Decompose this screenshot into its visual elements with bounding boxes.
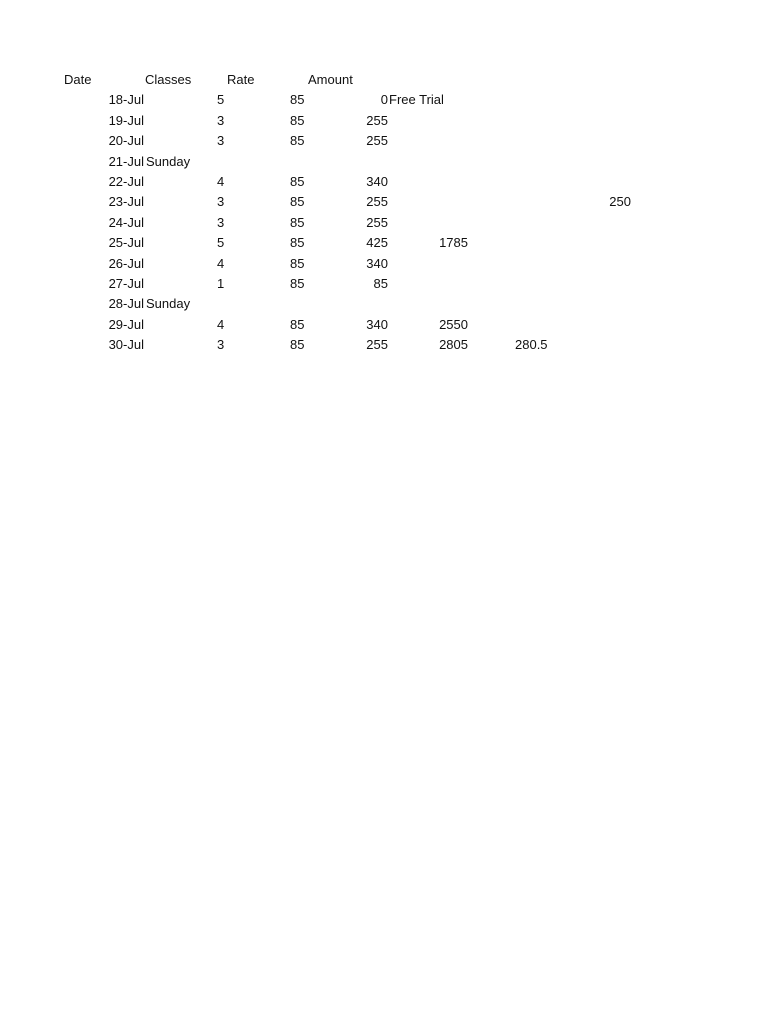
cell-rate[interactable]: 85 bbox=[290, 194, 305, 210]
cell-date[interactable]: 21-Jul bbox=[108, 153, 144, 169]
table-row bbox=[0, 172, 768, 192]
cell-running-total[interactable]: 2550 bbox=[439, 316, 468, 332]
cell-rate[interactable]: 85 bbox=[290, 92, 305, 108]
table-row bbox=[0, 274, 768, 294]
cell-rate[interactable]: 85 bbox=[290, 235, 305, 251]
cell-note[interactable]: Sunday bbox=[146, 153, 191, 169]
data-rows bbox=[0, 90, 768, 355]
cell-classes[interactable]: 3 bbox=[217, 194, 225, 210]
cell-amount[interactable]: 425 bbox=[366, 235, 388, 251]
cell-date[interactable]: 29-Jul bbox=[108, 316, 144, 332]
cell-rate[interactable]: 85 bbox=[290, 133, 305, 149]
cell-amount[interactable]: 255 bbox=[366, 133, 388, 149]
table-row bbox=[0, 152, 768, 172]
cell-date[interactable]: 25-Jul bbox=[108, 235, 144, 251]
cell-rate[interactable]: 85 bbox=[290, 337, 305, 353]
cell-running-total[interactable]: 2805 bbox=[439, 337, 468, 353]
cell-amount[interactable]: 340 bbox=[366, 173, 388, 189]
cell-rate[interactable]: 85 bbox=[290, 173, 305, 189]
table-row bbox=[0, 335, 768, 355]
cell-classes[interactable]: 3 bbox=[217, 214, 225, 230]
cell-amount[interactable]: 340 bbox=[366, 316, 388, 332]
cell-amount[interactable]: 0 bbox=[380, 92, 388, 108]
cell-extra[interactable]: 280.5 bbox=[515, 337, 548, 353]
cell-note[interactable]: Sunday bbox=[146, 296, 191, 312]
cell-date[interactable]: 18-Jul bbox=[108, 92, 144, 108]
cell-rate[interactable]: 85 bbox=[290, 112, 305, 128]
cell-classes[interactable]: 4 bbox=[217, 316, 225, 332]
cell-amount[interactable]: 255 bbox=[366, 337, 388, 353]
spreadsheet-grid bbox=[0, 70, 768, 355]
header-date[interactable]: Date bbox=[64, 72, 92, 87]
header-rate[interactable]: Rate bbox=[227, 72, 255, 87]
cell-amount[interactable]: 255 bbox=[366, 112, 388, 128]
header-classes[interactable]: Classes bbox=[145, 72, 192, 87]
table-row bbox=[0, 315, 768, 335]
cell-classes[interactable]: 3 bbox=[217, 337, 225, 353]
table-row bbox=[0, 233, 768, 253]
header-row bbox=[0, 70, 768, 90]
cell-date[interactable]: 19-Jul bbox=[108, 112, 144, 128]
cell-classes[interactable]: 1 bbox=[217, 275, 225, 291]
cell-classes[interactable]: 5 bbox=[217, 92, 225, 108]
cell-far-value[interactable]: 250 bbox=[609, 194, 631, 210]
cell-date[interactable]: 23-Jul bbox=[108, 194, 144, 210]
cell-classes[interactable]: 3 bbox=[217, 112, 225, 128]
table-row bbox=[0, 192, 768, 212]
cell-date[interactable]: 24-Jul bbox=[108, 214, 144, 230]
cell-classes[interactable]: 3 bbox=[217, 133, 225, 149]
cell-rate[interactable]: 85 bbox=[290, 316, 305, 332]
cell-amount[interactable]: 340 bbox=[366, 255, 388, 271]
cell-running-total[interactable]: 1785 bbox=[439, 235, 468, 251]
cell-amount[interactable]: 255 bbox=[366, 194, 388, 210]
cell-date[interactable]: 22-Jul bbox=[108, 173, 144, 189]
cell-rate[interactable]: 85 bbox=[290, 275, 305, 291]
cell-rate[interactable]: 85 bbox=[290, 214, 305, 230]
table-row bbox=[0, 131, 768, 151]
table-row bbox=[0, 213, 768, 233]
table-row bbox=[0, 294, 768, 314]
cell-date[interactable]: 28-Jul bbox=[108, 296, 144, 312]
cell-amount[interactable]: 85 bbox=[373, 275, 388, 291]
table-row bbox=[0, 111, 768, 131]
cell-date[interactable]: 20-Jul bbox=[108, 133, 144, 149]
cell-classes[interactable]: 4 bbox=[217, 255, 225, 271]
cell-classes[interactable]: 5 bbox=[217, 235, 225, 251]
table-row bbox=[0, 254, 768, 274]
cell-note[interactable]: Free Trial bbox=[389, 92, 444, 108]
cell-amount[interactable]: 255 bbox=[366, 214, 388, 230]
cell-date[interactable]: 26-Jul bbox=[108, 255, 144, 271]
header-amount[interactable]: Amount bbox=[308, 72, 353, 87]
cell-classes[interactable]: 4 bbox=[217, 173, 225, 189]
cell-date[interactable]: 30-Jul bbox=[108, 337, 144, 353]
cell-date[interactable]: 27-Jul bbox=[108, 275, 144, 291]
cell-rate[interactable]: 85 bbox=[290, 255, 305, 271]
table-row bbox=[0, 90, 768, 110]
